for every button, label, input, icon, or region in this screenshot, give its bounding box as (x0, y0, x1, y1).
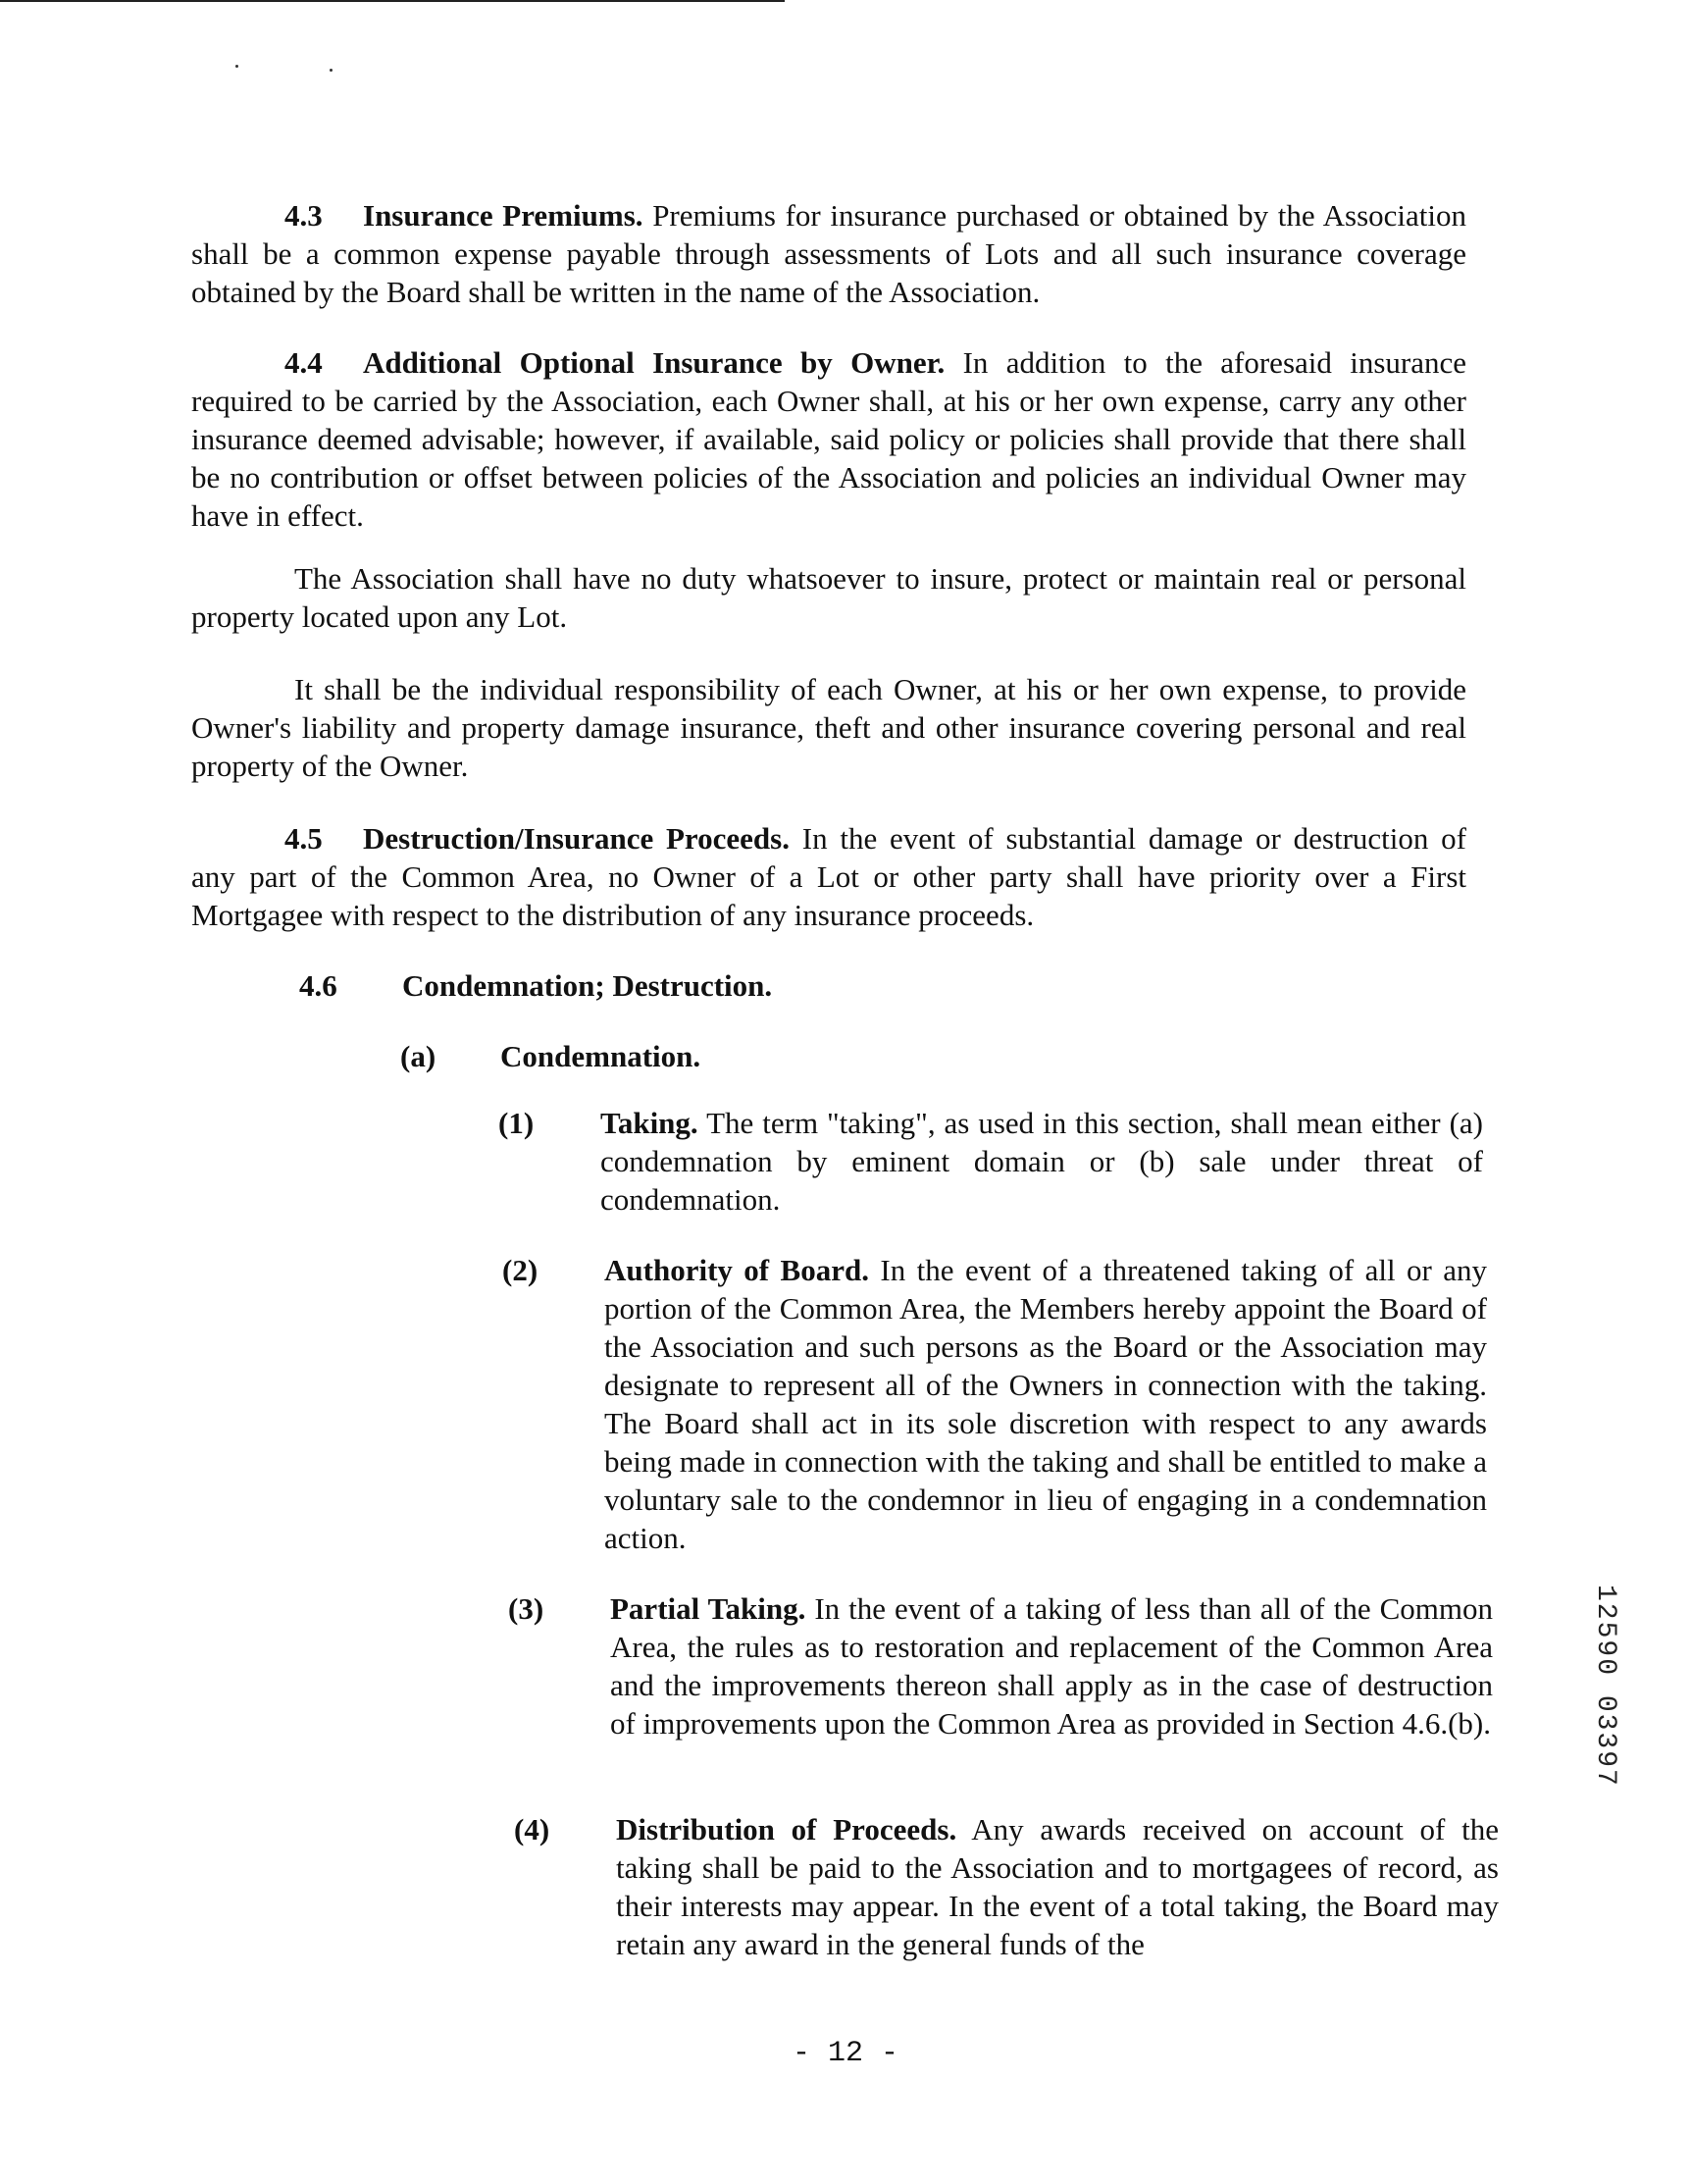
section-4-6-heading (299, 966, 772, 1005)
section-number: 4.5 (284, 821, 323, 856)
section-heading: Insurance Premiums. (363, 198, 643, 233)
item-heading: Authority of Board. (604, 1253, 869, 1287)
item-number: (4) (514, 1812, 550, 1846)
section-number: 4.6 (299, 968, 337, 1003)
section-text: In the event of substantial damage or destruction of any part of the Common Area, no Owner of a Lot or other party shall have priority over a First Mortgagee with respect to the distribution of any insurance proceeds. (191, 821, 1467, 932)
paragraph-no-duty: The Association shall have no duty whatsoever to insure, protect or maintain real or personal property located upon any Lot. (191, 561, 1466, 634)
item-body (600, 1104, 1483, 1219)
item-number: (3) (508, 1591, 544, 1626)
recording-stamp: 12590 03397 (1590, 1585, 1620, 1788)
section-heading: Condemnation; Destruction. (402, 968, 773, 1003)
paragraph-owner-responsibility: It shall be the individual responsibility of each Owner, at his or her own expense, to provide Owner's liability and property damage insurance, theft and other insurance covering personal and real property of the Owner. (191, 672, 1466, 783)
section-text: Premiums for insurance purchased or obtained by the Association shall be a common expense payable through assessments of Lots and all such insurance coverage obtained by the Board shall be written in the name of the Association. (191, 198, 1466, 309)
page-number: - 12 - (792, 2037, 899, 2070)
section-4-5 (191, 819, 1466, 934)
item-heading: Taking. (600, 1106, 698, 1140)
item-body (616, 1810, 1499, 1963)
subsection-a-heading (400, 1037, 700, 1075)
scan-speck (330, 69, 333, 72)
item-text: In the event of a threatened taking of all or any portion of the Common Area, the Members hereby appoint the Board of the Association and such persons as the Board or the Association may designate to represent all of the Owners in connection with the taking. The Board shall act in its sole discretion with respect to any awards being made in connection with the taking and shall be entitled to make a voluntary sale to the condemnor in lieu of engaging in a condemnation action. (604, 1253, 1487, 1555)
item-heading: Distribution of Proceeds. (616, 1812, 957, 1846)
item-body (610, 1589, 1493, 1742)
scan-edge-line (0, 0, 785, 2)
item-heading: Partial Taking. (610, 1591, 806, 1626)
subsection-heading: Condemnation. (500, 1039, 701, 1073)
item-body (604, 1251, 1487, 1557)
section-number: 4.4 (284, 345, 323, 380)
item-text: In the event of a taking of less than all of the Common Area, the rules as to restoration and replacement of the Common Area and the improvements thereon shall apply as in the case of destruction of improvements upon the Common Area as provided in Section 4.6.(b). (610, 1591, 1494, 1741)
item-text: The term "taking", as used in this section, shall mean either (a) condemnation by eminent domain or (b) sale under threat of condemnation. (600, 1106, 1483, 1217)
section-heading: Destruction/Insurance Proceeds. (363, 821, 790, 856)
section-4-3 (191, 196, 1466, 311)
section-number: 4.3 (284, 198, 323, 233)
item-text: Any awards received on account of the taking shall be paid to the Association and to mortgagees of record, as their interests may appear. In the event of a total taking, the Board may retain any award in the general funds of the (616, 1812, 1499, 1961)
item-number: (1) (498, 1106, 535, 1140)
subsection-number: (a) (400, 1039, 436, 1073)
scan-speck (235, 65, 238, 68)
item-number: (2) (502, 1253, 538, 1287)
section-heading: Additional Optional Insurance by Owner. (363, 345, 946, 380)
section-text: In addition to the aforesaid insurance required to be carried by the Association, each Owner shall, at his or her own expense, carry any other insurance deemed advisable; however, if available, said policy or policies shall provide that there shall be no contribution or offset between policies of the Association and policies an individual Owner may have in effect. (191, 345, 1466, 533)
section-4-4 (191, 343, 1466, 535)
